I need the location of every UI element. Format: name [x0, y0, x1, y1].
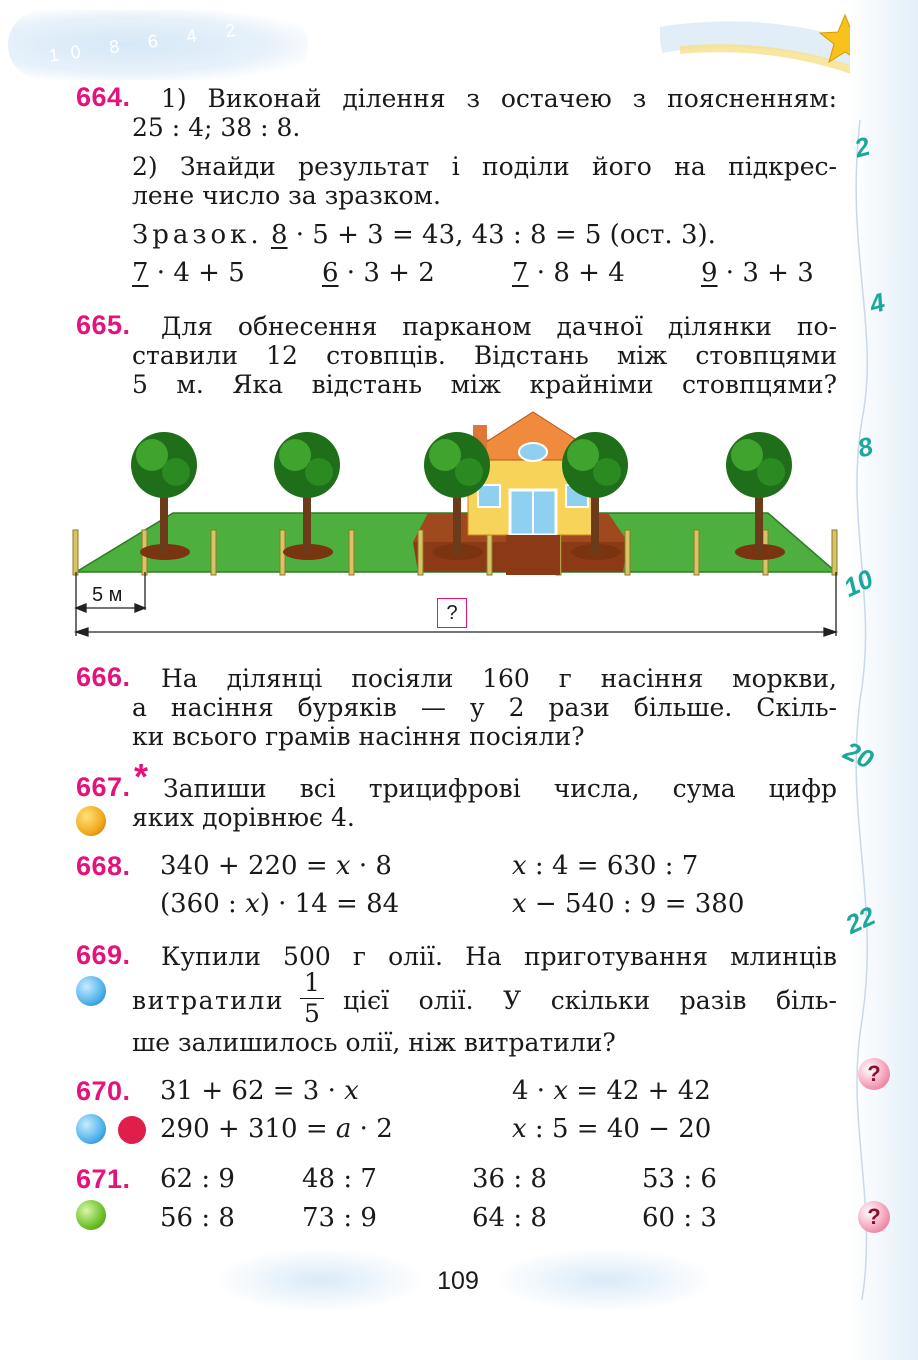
- task-664-sample: [132, 220, 716, 250]
- sidebar-number-3: 8: [854, 430, 876, 464]
- task-671-r2c4: 60 : 3: [642, 1203, 717, 1233]
- task-664-line4: лене число за зразком.: [132, 181, 441, 210]
- sample-rest: · 5 + 3 = 43, 43 : 8 = 5 (ост. 3).: [287, 220, 716, 250]
- task-668-eq-b2: x − 540 : 9 = 380: [512, 889, 745, 919]
- task-668-eq-a1: 340 + 220 = x · 8: [160, 851, 392, 881]
- task-669-line1: Купили 500 г олії. На приготування млинців: [161, 942, 837, 971]
- expr-underlined: 7: [132, 258, 149, 288]
- task-670-eq-a2: 290 + 310 = a · 2: [160, 1114, 393, 1144]
- puzzle-badge-blue-icon: [76, 1114, 106, 1144]
- expr-underlined: 6: [322, 258, 339, 288]
- sidebar-curve: [850, 0, 918, 1360]
- sample-first: 8: [270, 220, 288, 250]
- sample-label: Зразок.: [132, 220, 263, 250]
- page-number: 109: [437, 1267, 479, 1295]
- task-664-expr-3: [512, 258, 625, 288]
- task-667-number: 667.: [76, 772, 131, 802]
- task-668-eq-a2: (360 : x) · 14 = 84: [160, 889, 400, 919]
- task-665-line3: 5 м. Яка відстань між крайніми стовпцями?: [132, 370, 837, 399]
- right-sidebar: [838, 0, 918, 1360]
- expr-rest: · 3 + 3: [717, 258, 814, 288]
- footer-cloud-left: [220, 1250, 420, 1310]
- help-badge-2[interactable]: ?: [858, 1201, 890, 1233]
- expr-underlined: 7: [512, 258, 529, 288]
- red-dot-icon: [118, 1116, 146, 1144]
- label-5m: 5 м: [92, 584, 123, 606]
- task-664-expr-4: [701, 258, 814, 288]
- footer-cloud-right: [500, 1250, 710, 1310]
- task-670-number: 670.: [76, 1076, 131, 1106]
- fraction-numerator: 1: [300, 968, 324, 999]
- task-668-number: 668.: [76, 851, 131, 881]
- task-664-line1: 1) Виконай ділення з остачею з поясненням:: [161, 84, 837, 113]
- task-671-r1c4: 53 : 6: [642, 1164, 717, 1194]
- task-667-line1: Запиши всі трицифрові числа, сума цифр: [163, 774, 837, 803]
- task-671-r1c3: 36 : 8: [472, 1164, 547, 1194]
- expr-rest: · 8 + 4: [528, 258, 625, 288]
- task-665-line1: Для обнесення парканом дачної ділянки по-: [161, 312, 837, 341]
- task-666-line2: а насіння буряків — у 2 рази більше. Скіль-: [132, 693, 837, 722]
- difficulty-star: *: [134, 756, 149, 797]
- corner-numbers: 10 8 6 4 2: [47, 18, 249, 66]
- expr-underlined: 9: [701, 258, 718, 288]
- sidebar-number-1: 2: [851, 130, 873, 164]
- task-671-r2c1: 56 : 8: [160, 1203, 235, 1233]
- task-670-eq-b2: x : 5 = 40 − 20: [512, 1114, 712, 1144]
- task-666-number: 666.: [76, 662, 131, 692]
- fraction-denominator: 5: [304, 999, 320, 1028]
- fraction: [300, 968, 324, 1029]
- task-664-line3: 2) Знайди результат і поділи його на підкрес-: [132, 152, 837, 181]
- task-671-r1c2: 48 : 7: [302, 1164, 377, 1194]
- help-badge-1[interactable]: ?: [858, 1058, 890, 1090]
- unknown-distance-box: ?: [437, 598, 467, 628]
- task-664-expr-2: [322, 258, 435, 288]
- task-666-line3: ки всього грамів насіння посіяли?: [132, 722, 585, 751]
- task-665-line2: ставили 12 стовпців. Відстань між стовпцями: [132, 341, 837, 370]
- task-664-line2: 25 : 4; 38 : 8.: [132, 113, 301, 142]
- expr-rest: · 3 + 2: [338, 258, 435, 288]
- task-669-line2b: цієї олії. У скільки разів біль-: [343, 986, 837, 1015]
- sidebar-number-4: 10: [838, 563, 878, 603]
- task-664-expr-1: [132, 258, 245, 288]
- sidebar-number-6: 22: [840, 900, 880, 940]
- task-671-r2c3: 64 : 8: [472, 1203, 547, 1233]
- task-667-line2: яких дорівнює 4.: [132, 803, 355, 832]
- task-671-r2c2: 73 : 9: [302, 1203, 377, 1233]
- sidebar-number-5: 20: [839, 735, 879, 775]
- task-669-line3: ше залишилось олії, ніж витратили?: [132, 1028, 616, 1057]
- corner-cloud: [8, 10, 308, 80]
- task-664-number: 664.: [76, 82, 131, 112]
- task-670-eq-b1: 4 · x = 42 + 42: [512, 1076, 711, 1106]
- task-671-r1c1: 62 : 9: [160, 1164, 235, 1194]
- task-669-number: 669.: [76, 940, 131, 970]
- task-668-eq-b1: x : 4 = 630 : 7: [512, 851, 699, 881]
- task-669-line2a: витратили: [132, 986, 285, 1015]
- task-671-number: 671.: [76, 1164, 131, 1194]
- sidebar-number-2: 4: [866, 286, 888, 320]
- expr-rest: · 4 + 5: [148, 258, 245, 288]
- puzzle-badge-blue-icon: [76, 976, 106, 1006]
- task-665-number: 665.: [76, 310, 131, 340]
- task-666-line1: На ділянці посіяли 160 г насіння моркви,: [161, 664, 837, 693]
- puzzle-badge-gold-icon: [76, 806, 106, 836]
- up-arrow-badge-icon: [76, 1200, 106, 1230]
- task-670-eq-a1: 31 + 62 = 3 · x: [160, 1076, 359, 1106]
